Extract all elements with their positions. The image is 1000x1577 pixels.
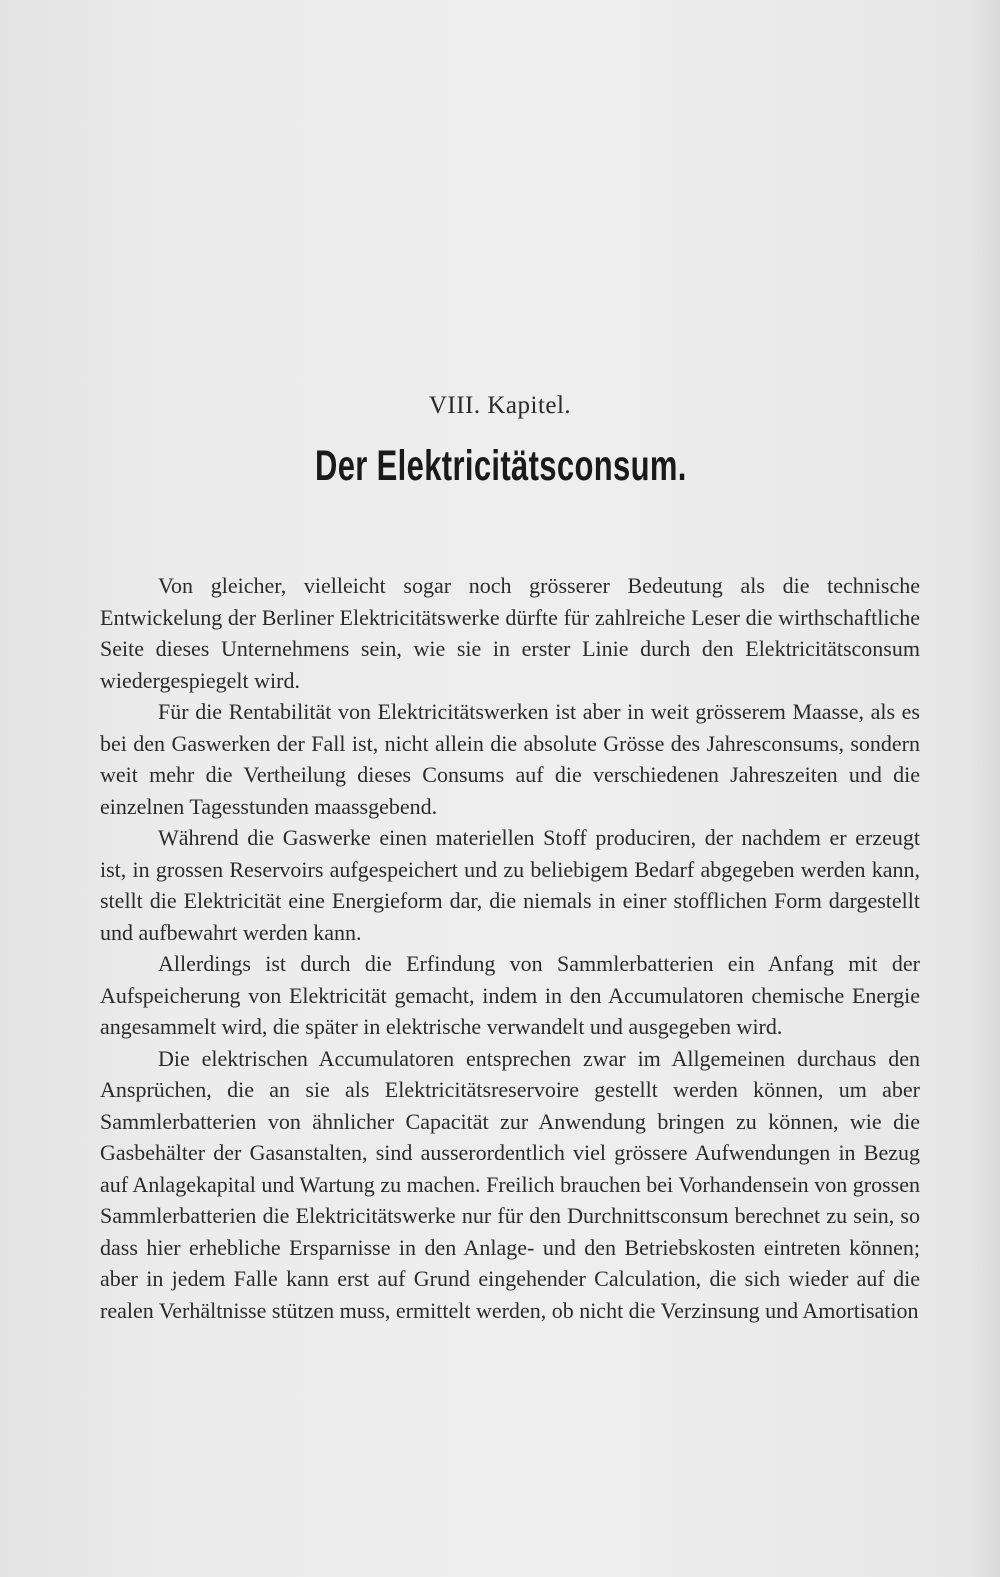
paragraph: Von gleicher, vielleicht sogar noch grösserer Bedeutung als die technische Entwickelung der Berliner Elektricitätswerke dürfte für zahlreiche Leser die wirthschaftliche Seite dieses Unternehmens sein, wie sie in erster Linie durch den Elektricitätsconsum wiedergespiegelt wird. <box>100 573 920 693</box>
paragraph: Während die Gaswerke einen materiellen Stoff produciren, der nachdem er erzeugt ist, in grossen Reservoirs aufgespeichert und zu beliebigem Bedarf abgegeben werden kann, stellt die Elektricität eine Energieform dar, die niemals in einer stofflichen Form dargestellt und aufbewahrt werden kann. <box>100 825 920 945</box>
paragraph: Für die Rentabilität von Elektricitätswerken ist aber in weit grösserem Maasse, als es bei den Gaswerken der Fall ist, nicht allein die absolute Grösse des Jahresconsums, sondern weit mehr die Vertheilung dieses Consums auf die verschiedenen Jahreszeiten und die einzelnen Tagesstunden maassgebend. <box>100 699 920 819</box>
page-edge-shadow <box>970 0 1000 1577</box>
paragraph: Allerdings ist durch die Erfindung von Sammlerbatterien ein Anfang mit der Aufspeicherung von Elektricität gemacht, indem in den Accumulatoren chemische Energie angesammelt wird, die später in elektrische verwandelt und ausgegeben wird. <box>100 951 920 1039</box>
chapter-title: Der Elektricitätsconsum. <box>314 442 687 490</box>
paragraph: Die elektrischen Accumulatoren entsprechen zwar im Allgemeinen durchaus den Ansprüchen, die an sie als Elektricitätsreservoire gestellt werden können, um aber Sammlerbatterien von ähnlicher Capacität zur Anwendung bringen zu können, wie die Gasbehälter der Gasanstalten, sind ausserordentlich viel grössere Aufwendungen in Bezug auf Anlagekapital und Wartung zu machen. Freilich brauchen bei Vorhandensein von grossen Sammlerbatterien die Elektricitätswerke nur für den Durchnittsconsum berechnet zu sein, so dass hier erhebliche Ersparnisse in den Anlage- und den Betriebskosten eintreten können; aber in jedem Falle kann erst auf Grund eingehender Calculation, die sich wieder auf die realen Verhältnisse stützen muss, ermittelt werden, ob nicht die Verzinsung und Amortisation <box>100 1045 920 1323</box>
chapter-label: VIII. Kapitel. <box>428 392 572 419</box>
body-text <box>100 570 920 1326</box>
